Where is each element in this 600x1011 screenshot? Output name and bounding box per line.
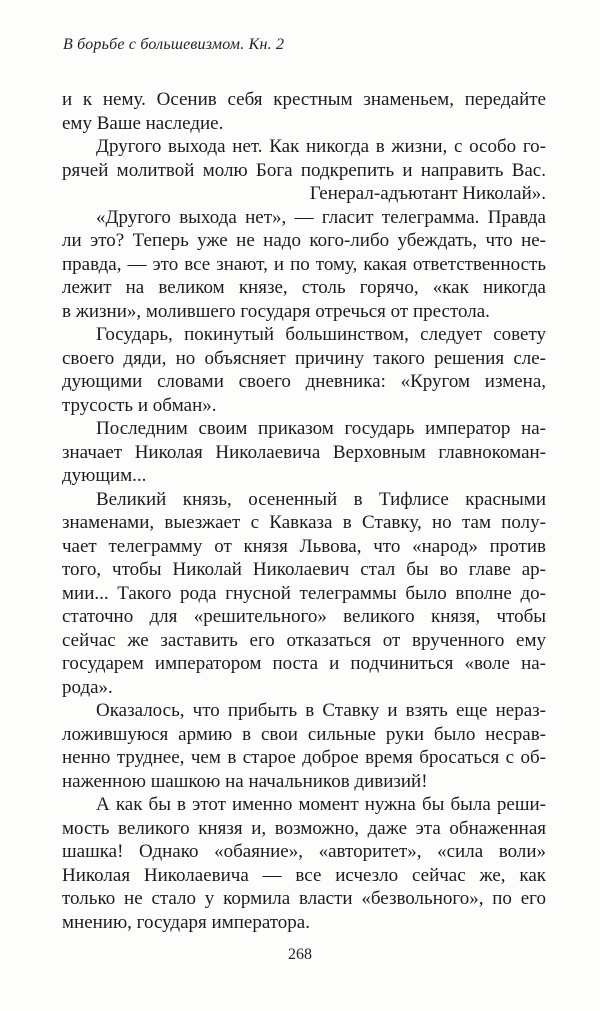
- paragraph: [62, 699, 546, 793]
- paragraph: [62, 323, 546, 417]
- text-line: Николая Николаевича — все исчезло сейчас же, как: [62, 864, 546, 886]
- text-line: трусость и обман».: [62, 394, 217, 416]
- text-line: ему Ваше наследие.: [62, 112, 224, 134]
- text-line: Великий князь, осененный в Тифлисе красными: [96, 488, 546, 510]
- paragraph: [62, 88, 546, 135]
- paragraph: [62, 488, 546, 700]
- text-line: своего дяди, но объясняет причину такого решения сле-: [62, 347, 546, 369]
- running-header: В борьбе с большевизмом. Кн. 2: [63, 36, 285, 53]
- text-line: правда, — это все знают, и по тому, какая ответственность: [62, 253, 546, 275]
- paragraph: [62, 206, 546, 324]
- text-line: в жизни», молившего государя отречься от престола.: [62, 300, 490, 322]
- text-line: Последним своим приказом государь император на-: [96, 418, 546, 439]
- text-line: значает Николая Николаевича Верховным главнокоман-: [62, 441, 546, 463]
- text-line: наженною шашкою на начальников дивизий!: [62, 770, 428, 792]
- text-line: Другого выхода нет. Как никогда в жизни, с особо го-: [96, 136, 546, 157]
- text-line: рячей молитвой молю Бога подкрепить и направить Вас.: [62, 159, 546, 181]
- text-line: «Другого выхода нет», — гласит телеграмма. Правда: [96, 206, 546, 228]
- text-line: сейчас же заставить его отказаться от врученного ему: [62, 629, 546, 651]
- text-line: государем императором поста и подчиниться «воле на-: [62, 653, 546, 674]
- page-text: [62, 88, 546, 934]
- paragraph: [62, 135, 546, 182]
- text-line: того, чтобы Николай Николаевич стал бы во главе ар-: [62, 559, 546, 580]
- paragraph: [62, 417, 546, 488]
- text-line: ложившуюся армию в свои сильные руки было несрав-: [62, 723, 546, 745]
- text-line: Оказалось, что прибыть в Ставку и взять еще нераз-: [96, 700, 546, 721]
- text-line: лежит на великом князе, столь горячо, «как никогда: [62, 277, 546, 298]
- text-line: дующим...: [62, 465, 147, 486]
- paragraph: [62, 182, 546, 206]
- text-line: шашка! Однако «обаяние», «авторитет», «сила воли»: [62, 841, 546, 862]
- text-line: мость великого князя и, возможно, даже эта обнаженная: [62, 817, 546, 839]
- text-line: знаменами, выезжает с Кавказа в Ставку, но там полу-: [62, 512, 546, 533]
- text-line: А как бы в этот именно момент нужна бы была реши-: [96, 794, 546, 815]
- text-line: ли это? Теперь уже не надо кого-либо убеждать, что не-: [62, 230, 546, 251]
- text-line: статочно для «решительного» великого князя, чтобы: [62, 606, 546, 627]
- text-line: и к нему. Осенив себя крестным знаменьем, передайте: [62, 89, 546, 110]
- text-line: только не стало у кормила власти «безвольного», по его: [62, 888, 546, 909]
- text-line: Государь, покинутый большинством, следует совету: [96, 324, 546, 345]
- text-line: ненно труднее, чем в старое доброе время бросаться с об-: [62, 747, 546, 768]
- text-line: чает телеграмму от князя Львова, что «народ» против: [62, 535, 546, 557]
- text-line: мии... Такого рода гнусной телеграммы было вполне до-: [62, 582, 546, 604]
- text-line: рода».: [62, 676, 113, 698]
- text-line: мнению, государя императора.: [62, 911, 310, 933]
- text-line: дующими словами своего дневника: «Кругом измена,: [62, 371, 546, 392]
- text-line: Генерал-адъютант Николай».: [309, 183, 546, 204]
- page-number: 268: [288, 946, 312, 963]
- paragraph: [62, 793, 546, 934]
